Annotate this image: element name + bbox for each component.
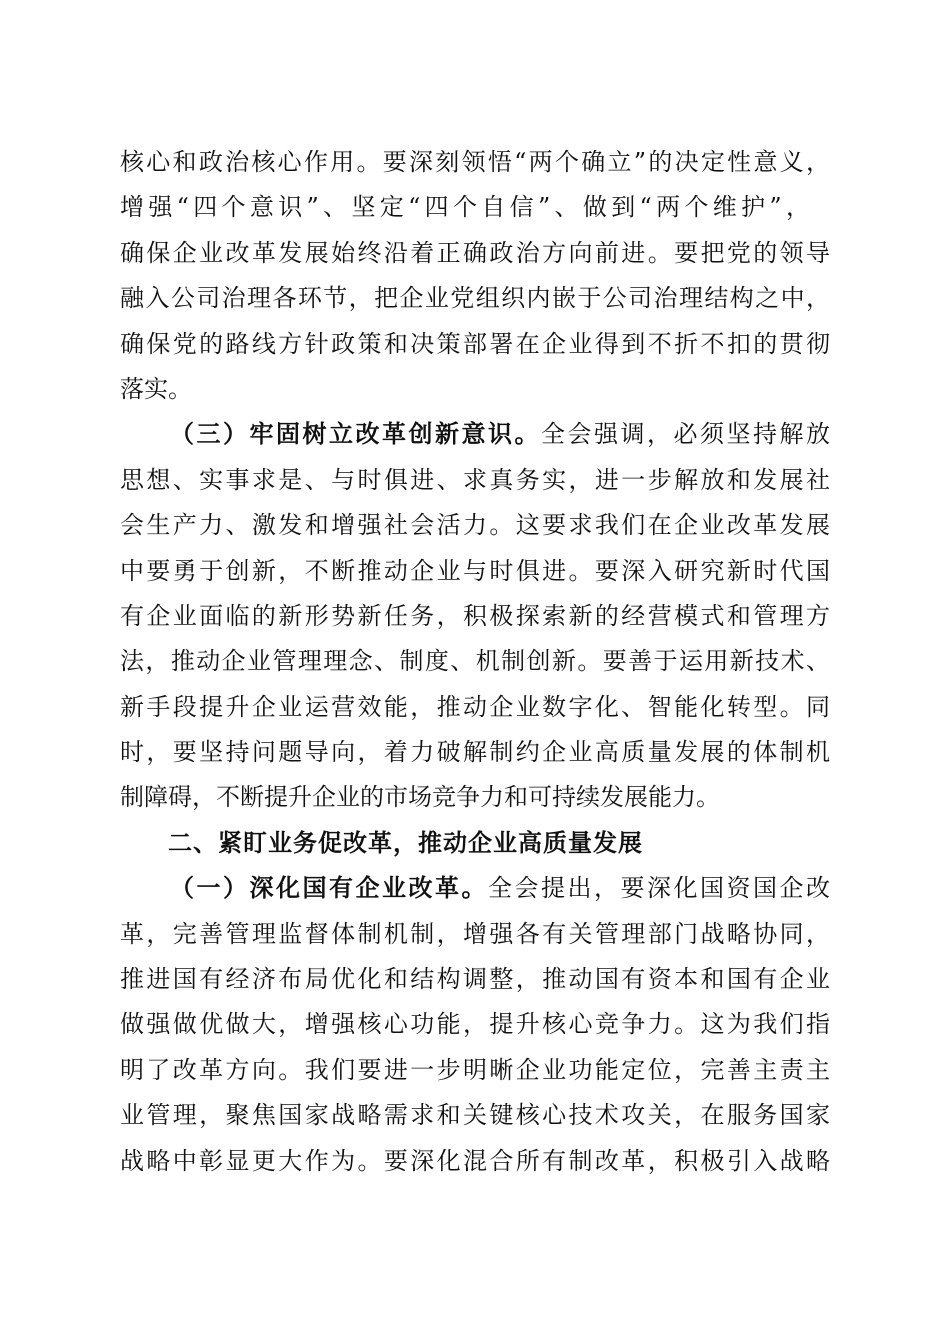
text-line: 制障碍，不断提升企业的市场竞争力和可持续发展能力。: [120, 783, 720, 812]
text-line: 增强“四个意识”、坚定“四个自信”、做到“两个维护”，: [120, 193, 810, 222]
section-lead-3: （三）牢固树立改革创新意识。: [170, 420, 541, 449]
text-line: 新手段提升企业运营效能，推动企业数字化、智能化转型。同: [120, 692, 830, 721]
text-line: 落实。: [120, 374, 192, 403]
text-line: 中要勇于创新，不断推动企业与时俱进。要深入研究新时代国: [120, 556, 830, 585]
lead-rest-text: 全会提出，要深化国资国企改: [488, 874, 830, 903]
text-line: [120, 866, 830, 911]
lead-rest-text: 全会强调，必须坚持解放: [541, 420, 830, 449]
document-body: [120, 140, 830, 1184]
text-line: 核心和政治核心作用。要深刻领悟“两个确立”的决定性意义，: [120, 148, 830, 176]
text-line: 做强做优做大，增强核心功能，提升核心竞争力。这为我们指: [120, 1010, 830, 1039]
text-line: [120, 412, 830, 457]
section-lead-1: （一）深化国有企业改革。: [170, 874, 488, 903]
text-line: 有企业面临的新形势新任务，积极探索新的经营模式和管理方: [120, 601, 830, 630]
paragraph-party-leadership: [120, 140, 830, 412]
text-line: 会生产力、激发和增强社会活力。这要求我们在企业改革发展: [120, 511, 830, 540]
text-line: 战略中彰显更大作为。要深化混合所有制改革，积极引入战略: [120, 1146, 830, 1175]
text-line: 革，完善管理监督体制机制，增强各有关管理部门战略协同，: [120, 919, 830, 948]
text-line: 确保党的路线方针政策和决策部署在企业得到不折不扣的贯彻: [120, 329, 830, 358]
section-heading-2: 二、紧盯业务促改革，推动企业高质量发展: [168, 828, 643, 857]
text-line: 法，推动企业管理理念、制度、机制创新。要善于运用新技术、: [120, 647, 830, 676]
text-line: 业管理，聚焦国家战略需求和关键核心技术攻关，在服务国家: [120, 1101, 830, 1130]
text-line: 思想、实事求是、与时俱进、求真务实，进一步解放和发展社: [120, 465, 830, 494]
text-line: 明了改革方向。我们要进一步明晰企业功能定位，完善主责主: [120, 1055, 830, 1084]
paragraph-reform-innovation: [120, 412, 830, 821]
paragraph-soe-reform: [120, 866, 830, 1184]
text-line: 推进国有经济布局优化和结构调整，推动国有资本和国有企业: [120, 965, 830, 994]
text-line: 融入公司治理各环节，把企业党组织内嵌于公司治理结构之中，: [120, 284, 830, 313]
text-line: 时，要坚持问题导向，着力破解制约企业高质量发展的体制机: [120, 738, 830, 767]
text-line: 确保企业改革发展始终沿着正确政治方向前进。要把党的领导: [120, 238, 830, 267]
